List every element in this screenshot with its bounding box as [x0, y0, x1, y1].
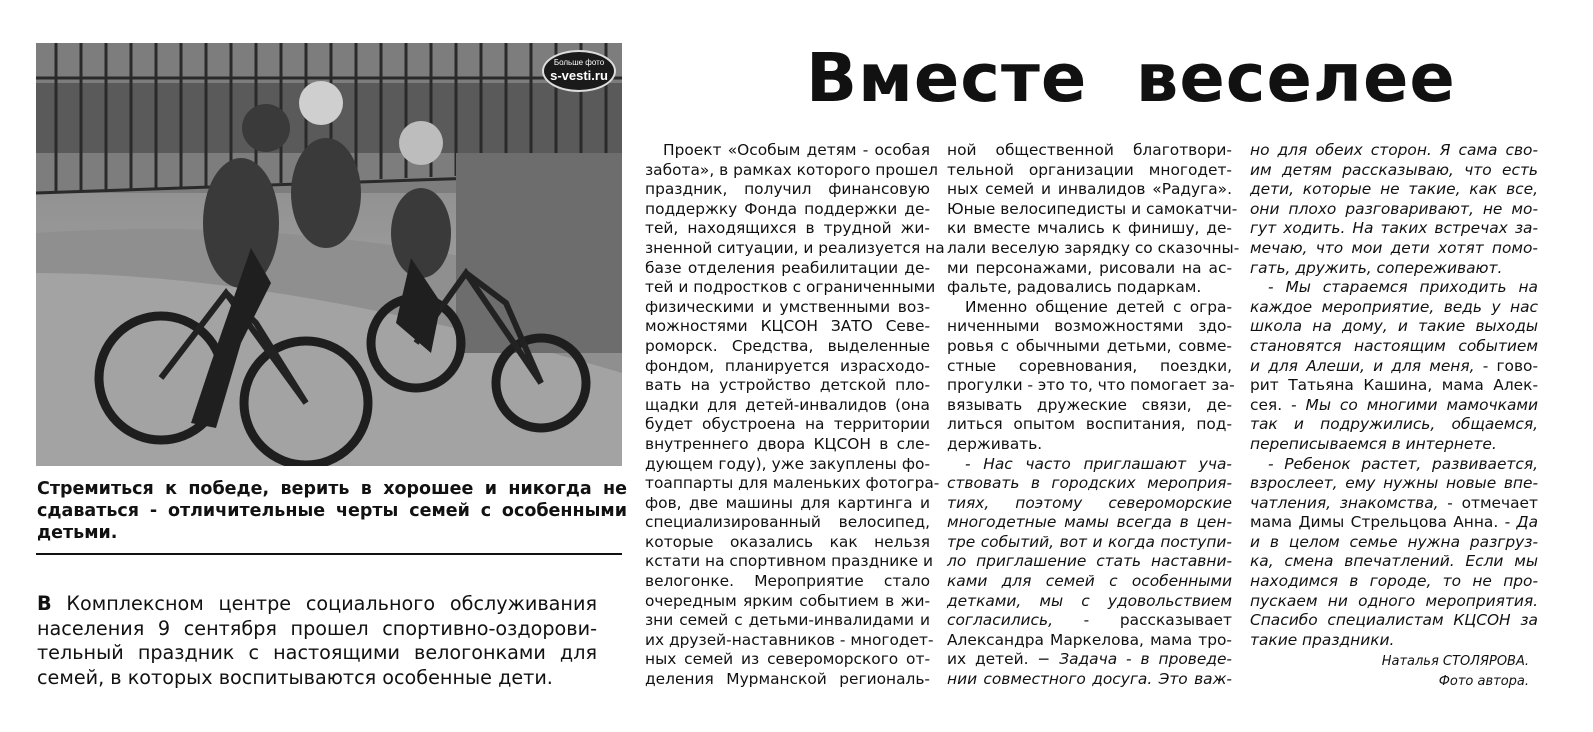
attribution-fragment: - отмечает — [1438, 493, 1538, 512]
body-line: фов, две машины для картинга и — [645, 493, 930, 512]
photo-source-badge — [542, 50, 616, 92]
quote-line: Спасибо специалистам КЦСОН за — [1250, 611, 1538, 630]
body-line: можностями КЦСОН ЗАТО Севе- — [645, 317, 930, 336]
body-line: Юные велосипедисты и самокатчи- — [947, 199, 1238, 218]
body-line: поддержку Фонда поддержки де- — [645, 199, 930, 218]
body-line: кстати на спортивном празднике и — [645, 552, 933, 571]
badge-site-link[interactable]: s-vesti.ru — [550, 68, 608, 83]
body-line: держивать. — [947, 434, 1043, 453]
quote-line: детками, мы с удовольствием — [947, 591, 1232, 610]
body-line: лали веселую зарядку со сказочны- — [947, 238, 1240, 257]
lead-initial: В — [37, 592, 52, 615]
lead-line: тельный праздник с настоящими велогонками для — [37, 641, 597, 664]
quote-fragment: чатления, знакомства, — [1250, 493, 1439, 512]
body-line: фальте, радовались подаркам. — [947, 278, 1202, 297]
attribution-fragment: - гово- — [1474, 356, 1539, 375]
body-line: внутреннего двора КЦСОН в сле- — [645, 434, 930, 453]
quote-line: пускаем ни одного мероприятия. — [1250, 591, 1538, 610]
body-line: тей, находящихся в трудной жи- — [645, 219, 930, 238]
body-line: прогулки - это то, что помогает за- — [947, 376, 1235, 395]
photo-credit: Фото автора. — [1438, 674, 1529, 689]
body-line: рит Татьяна Кашина, мама Алек- — [1250, 376, 1538, 395]
quote-line: они плохо разговаривают, не мо- — [1250, 199, 1538, 218]
body-line: тей и подростков с ограниченными — [645, 278, 936, 297]
quote-line: и в целом семье нужна разгруз- — [1250, 532, 1538, 551]
caption-line: детьми. — [37, 523, 118, 543]
caption-divider — [36, 553, 622, 555]
lead-line-text: Комплексном центре социального обслуживания — [51, 592, 597, 615]
body-line — [1250, 357, 1538, 377]
attribution-fragment: сея. — [1250, 395, 1283, 414]
body-line: фондом, планируется израсходо- — [645, 356, 930, 375]
body-line: велогонке. Мероприятие стало — [645, 572, 930, 591]
quote-line: ками для семей с особенными — [947, 572, 1232, 591]
quote-line: но для обеих сторон. Я сама сво- — [1250, 141, 1538, 159]
body-line: будет обустроена на территории — [645, 415, 930, 434]
body-line — [1250, 513, 1538, 533]
body-line — [1250, 396, 1538, 416]
quote-fragment: Задача - в проведе- — [1059, 650, 1232, 669]
body-line: ной общественной благотвори- — [947, 141, 1232, 159]
body-line: ми персонажами, рисовали на ас- — [947, 258, 1232, 277]
quote-line: нии совместного досуга. Это важ- — [947, 670, 1232, 689]
quote-line: дети, которые не такие, как все, — [1250, 180, 1538, 199]
quote-line: ствовать в городских мероприя- — [947, 474, 1232, 493]
body-line: ки вместе мчались к финишу, де- — [947, 219, 1232, 238]
badge-more-photos: Больше фото — [553, 58, 605, 67]
body-line: дующем году), уже закуплены фо- — [645, 454, 930, 473]
quote-fragment: - Мы со многими мамочками — [1282, 395, 1538, 414]
quote-line: многодетные мамы всегда в цен- — [947, 513, 1232, 532]
body-line: ровья с обычными детьми, совме- — [947, 336, 1232, 355]
body-line: роморск. Средства, выделенные — [645, 336, 930, 355]
body-line: литься опытом воспитания, под- — [947, 415, 1232, 434]
body-line — [947, 650, 1232, 670]
body-line: Александра Маркелова, мама тро- — [947, 630, 1232, 649]
article-lead — [37, 592, 597, 690]
body-line: их друзей-наставников - многодет- — [645, 630, 934, 649]
body-line: базе отделения реабилитации де- — [645, 258, 930, 277]
quote-line: тиях, поэтому североморские — [947, 493, 1232, 512]
quote-line: ло приглашение стать наставни- — [947, 552, 1232, 571]
quote-line: школа на дому, и такие выходы — [1250, 317, 1538, 336]
article-photo — [36, 43, 622, 466]
body-line — [1250, 494, 1538, 514]
quote-fragment: - Да — [1498, 513, 1538, 532]
quote-line: мечаю, что мои дети хотят помо- — [1250, 238, 1538, 257]
body-line: ных семей и инвалидов «Радуга». — [947, 180, 1232, 199]
attribution-fragment: - рассказывает — [1052, 611, 1232, 630]
body-line: зни семей с детьми-инвалидами и — [645, 611, 930, 630]
body-line: которые оказались как нельзя — [645, 532, 930, 551]
lead-line: населения 9 сентября прошел спортивно-оздорови- — [37, 616, 597, 640]
body-line: ниченными возможностями здо- — [947, 317, 1232, 336]
body-line: зненной ситуации, и реализуется на — [645, 238, 945, 257]
photo-illustration — [36, 43, 622, 466]
body-line: праздник, получил финансовую — [645, 180, 930, 199]
article-headline: Вместе веселее — [806, 39, 1456, 117]
body-line: физическими и умственными воз- — [645, 297, 930, 316]
lead-line: семей, в которых воспитываются особенные дети. — [37, 665, 553, 689]
text-column-2 — [947, 141, 1240, 690]
caption-line: Стремиться к победе, верить в хорошее и никогда не — [37, 479, 627, 499]
quote-line: - Мы стараемся приходить на — [1268, 278, 1538, 297]
quote-line: находимся в городе, то не про- — [1250, 572, 1538, 591]
body-line: тельной организации многодет- — [947, 160, 1232, 179]
quote-line: тре событий, вот и когда поступи- — [947, 532, 1232, 551]
lead-line — [37, 592, 597, 617]
caption-line: сдаваться - отличительные черты семей с особенными — [37, 501, 627, 521]
photo-caption — [37, 478, 627, 544]
quote-line: гут ходить. На таких встречах за- — [1250, 219, 1538, 238]
author-name: Наталья СТОЛЯРОВА. — [1381, 654, 1529, 669]
text-column-3 — [1250, 141, 1538, 650]
body-line: щадки для детей-инвалидов (она — [645, 395, 930, 414]
quote-line: переписываемся в интернете. — [1250, 434, 1497, 453]
quote-line: так и подружились, общаемся, — [1250, 415, 1538, 434]
quote-line: такие праздники. — [1250, 630, 1395, 649]
quote-line: взрослеет, ему нужны новые впе- — [1250, 474, 1538, 493]
quote-line: каждое мероприятие, ведь у нас — [1250, 297, 1538, 316]
attribution-fragment: мама Димы Стрельцова Анна. — [1250, 513, 1499, 532]
article-byline — [1250, 652, 1529, 692]
body-line: вязывать дружеские связи, де- — [947, 395, 1232, 414]
body-line: тоаппарты для маленьких фотогра- — [645, 474, 940, 493]
body-line: Проект «Особым детям - особая — [663, 141, 930, 159]
quote-line: - Нас часто приглашают уча- — [965, 454, 1232, 473]
body-line: стные соревнования, поездки, — [947, 356, 1232, 375]
quote-fragment: согласились, — [947, 611, 1053, 630]
body-line: очередным ярким событием в жи- — [645, 591, 930, 610]
quote-line: гать, дружить, сопереживают. — [1250, 258, 1503, 277]
quote-line: им детям рассказываю, что есть — [1250, 160, 1538, 179]
text-column-1 — [645, 141, 945, 690]
body-line: забота», в рамках которого прошел — [645, 160, 938, 179]
quote-line: - Ребенок растет, развивается, — [1268, 454, 1538, 473]
quote-fragment: и для Алеши, и для меня, — [1250, 356, 1475, 375]
dash-fragment: − — [1028, 650, 1060, 669]
quote-line: становятся настоящим событием — [1250, 336, 1538, 355]
quote-line: ка, смена впечатлений. Если мы — [1250, 552, 1538, 571]
body-line: Именно общение детей с огра- — [965, 297, 1232, 316]
body-line: специализированный велосипед, — [645, 513, 930, 532]
body-line: ных семей из североморского от- — [645, 650, 930, 669]
body-line — [947, 611, 1232, 631]
body-line: вать на устройство детской пло- — [645, 376, 930, 395]
attribution-fragment: их детей. — [947, 650, 1029, 669]
body-line: деления Мурманской региональ- — [645, 670, 930, 689]
